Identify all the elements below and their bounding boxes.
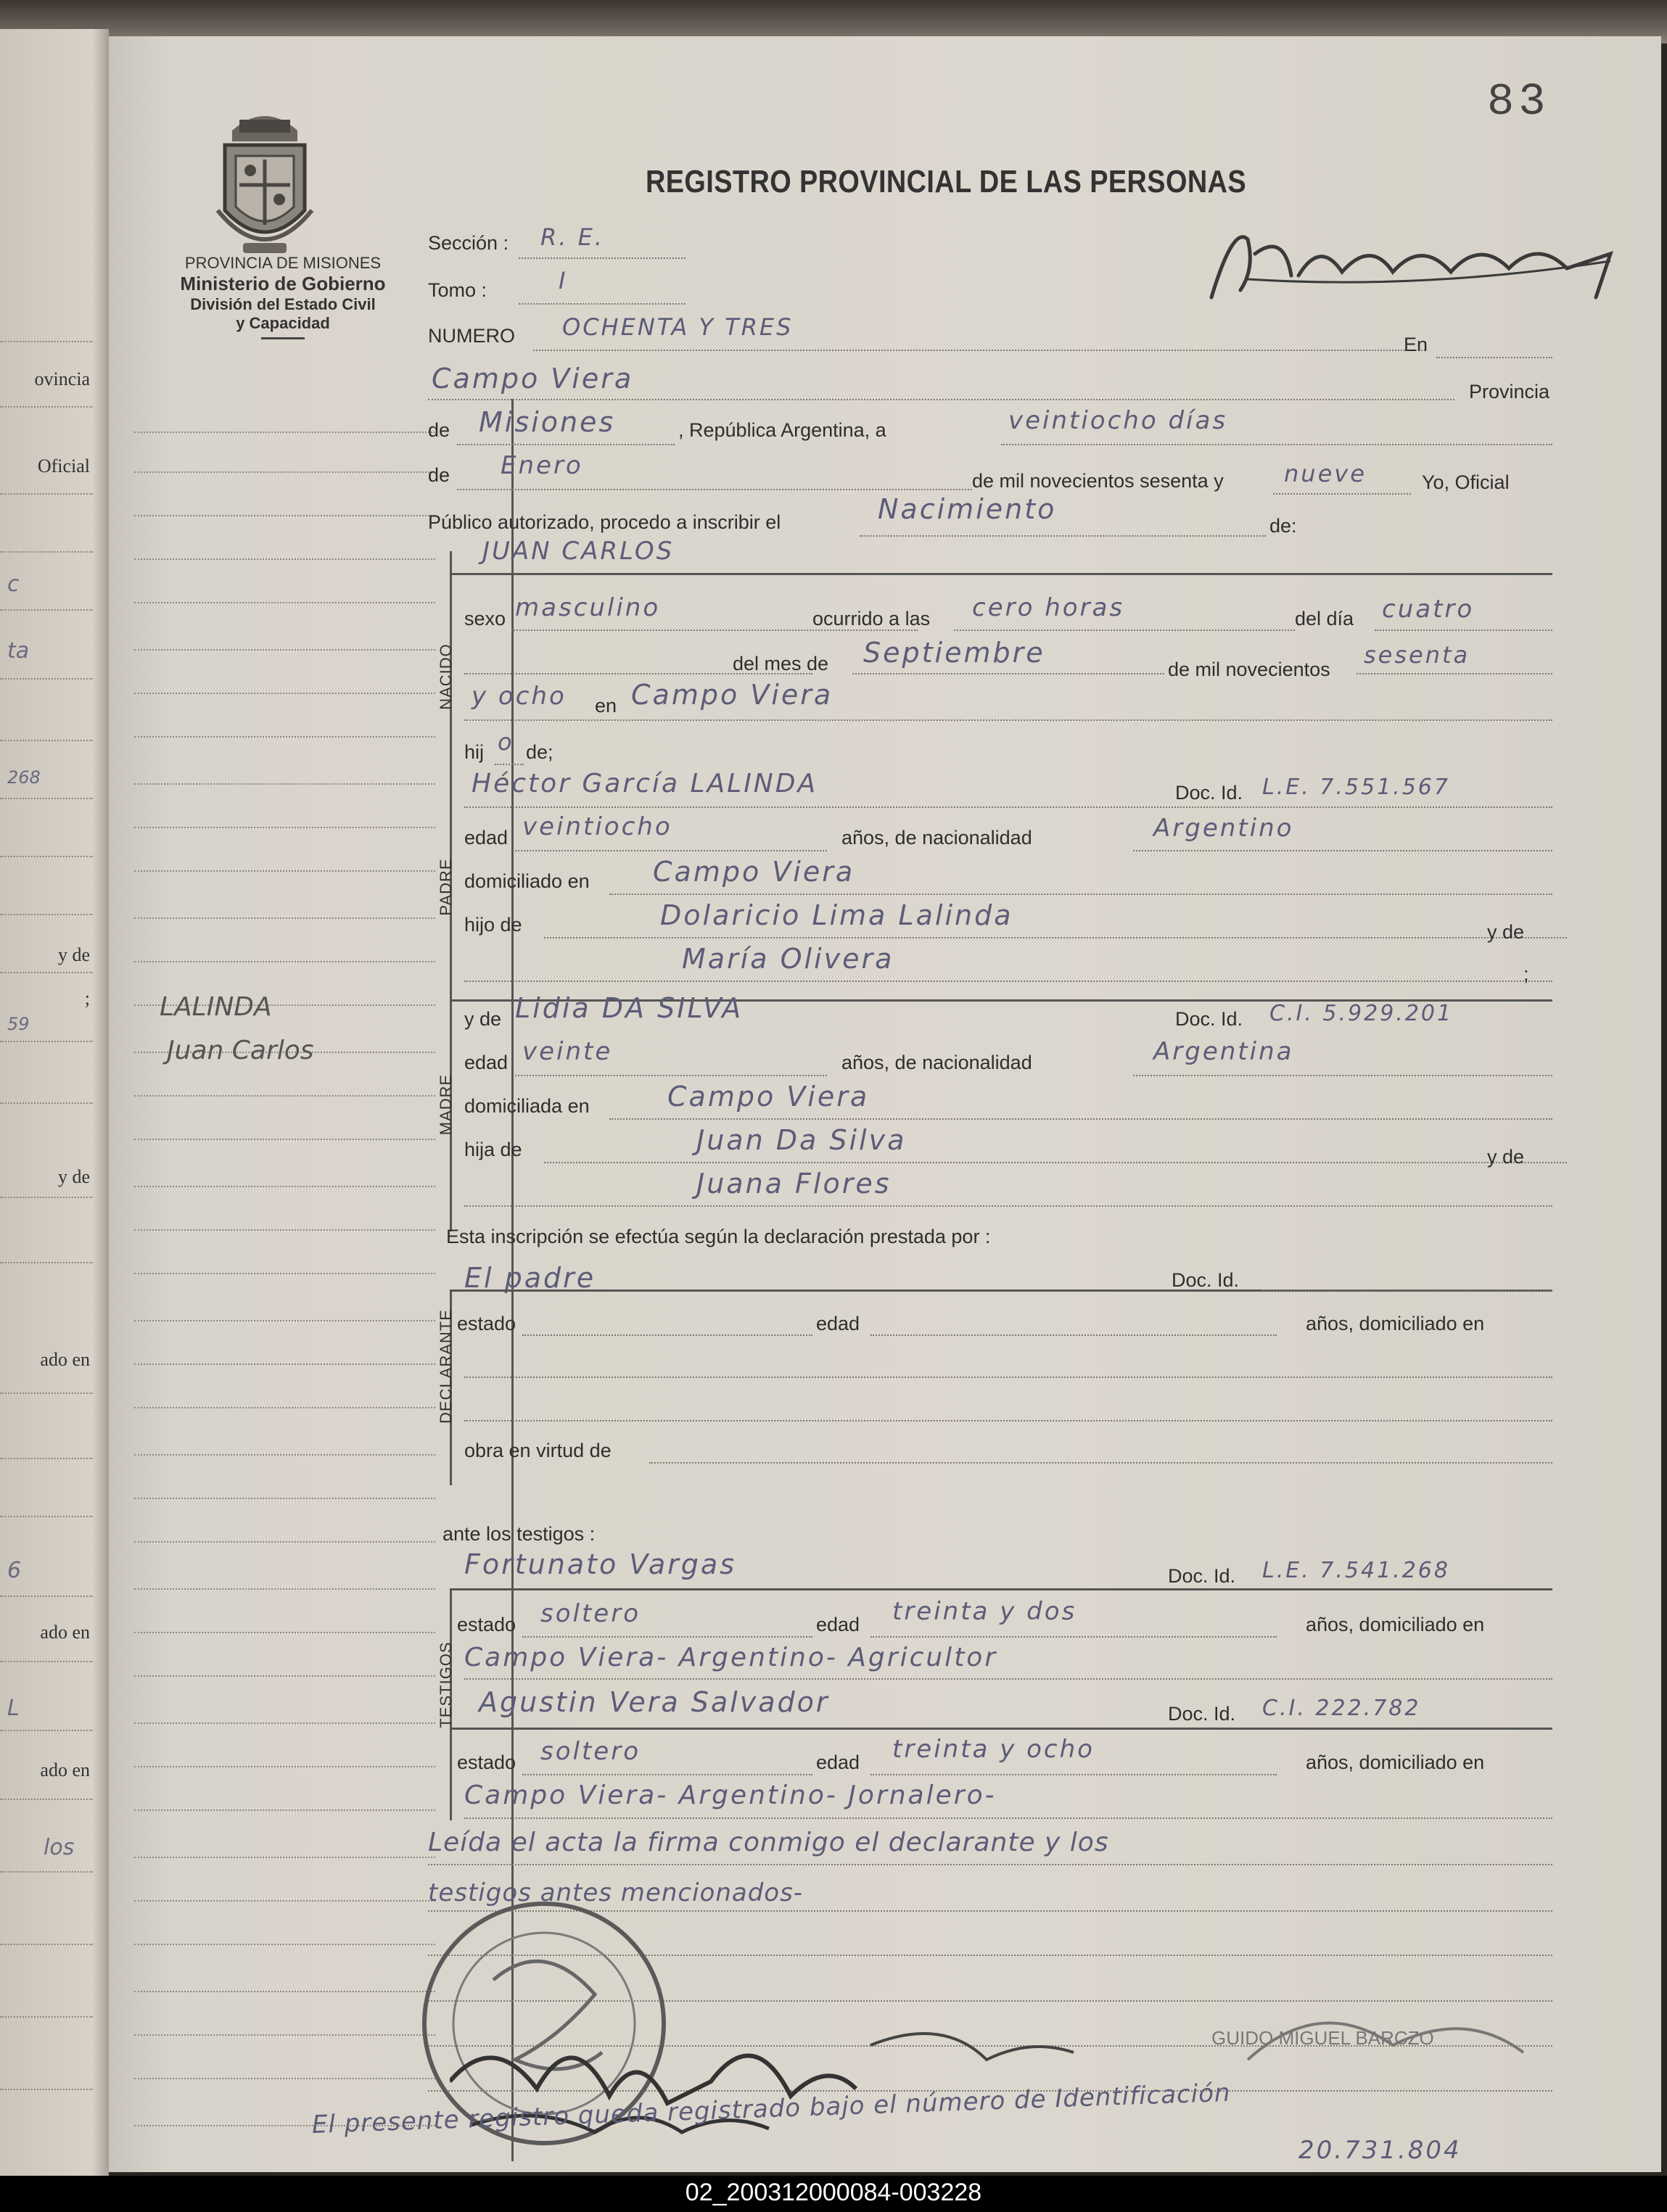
tipo-value: Nacimiento — [878, 493, 1057, 525]
margin-surname: LALINDA — [160, 992, 272, 1022]
republica-label: , República Argentina, a — [678, 419, 886, 441]
t1-anos-label: años, domiciliado en — [1306, 1614, 1485, 1635]
lugar-nac-value: Campo Viera — [631, 679, 834, 711]
t1-estado-label: estado — [457, 1614, 516, 1635]
madre-dom-label: domiciliada en — [464, 1095, 590, 1117]
t2-doc-value: C.I. 222.782 — [1262, 1696, 1421, 1721]
declarante-estado-label: estado — [457, 1313, 516, 1334]
section-padre: PADRE — [437, 858, 455, 916]
madre-nac-value: Argentina — [1153, 1037, 1294, 1066]
t2-edad-label: edad — [816, 1751, 860, 1773]
hora-value: cero horas — [972, 593, 1125, 622]
t2-edad-value: treinta y ocho — [892, 1735, 1095, 1764]
madre-nac-label: años, de nacionalidad — [841, 1052, 1032, 1073]
anio-value: sesenta — [1364, 641, 1470, 669]
publico-label: Público autorizado, procedo a inscribir el — [428, 511, 781, 533]
t2-estado-value: soltero — [540, 1737, 641, 1766]
padre-madre-value: María Olivera — [682, 943, 894, 975]
seccion-value: R. E. — [540, 223, 604, 251]
cierre-line-1: Leída el acta la firma conmigo el declarante y los — [428, 1828, 1109, 1857]
t1-doc-label: Doc. Id. — [1168, 1565, 1236, 1587]
left-label: ado en — [40, 1759, 90, 1780]
left-label: ovincia — [34, 368, 90, 389]
nombre-value: JUAN CARLOS — [482, 537, 675, 566]
lugar-value: Campo Viera — [432, 363, 634, 395]
t1-nombre-value: Fortunato Vargas — [464, 1548, 736, 1580]
testigos-label: ante los testigos : — [443, 1523, 596, 1545]
provincia-value: Misiones — [479, 406, 616, 438]
left-label: ado en — [40, 1622, 90, 1643]
nota-number: 20.731.804 — [1298, 2136, 1462, 2165]
declarante-value: El padre — [464, 1262, 596, 1294]
padre-edad-value: veintiocho — [522, 812, 672, 841]
padre-nombre-value: Héctor García LALINDA — [472, 769, 818, 798]
section-declarante: DECLARANTE — [437, 1309, 455, 1424]
left-hand: 268 — [7, 767, 41, 788]
declarante-edad-label: edad — [816, 1313, 860, 1334]
padre-nac-label: años, de nacionalidad — [841, 827, 1032, 849]
left-hand: 6 — [7, 1558, 22, 1583]
padre-edad-label: edad — [464, 827, 509, 849]
division-name: División del Estado Civil — [190, 295, 376, 313]
madre-nombre-value: Lidia DA SILVA — [515, 992, 744, 1024]
anio-cont-value: y ocho — [472, 682, 567, 711]
numero-label: NUMERO — [428, 325, 515, 347]
page-number: 83 — [1487, 76, 1550, 128]
madre-y-de-label-2: y de — [1487, 1146, 1525, 1168]
hij-label: hij — [464, 741, 485, 763]
provincia-label: Provincia — [1469, 381, 1550, 403]
left-hand: L — [7, 1696, 20, 1721]
de-label-2: de — [428, 464, 450, 486]
section-testigos: TESTIGOS — [437, 1641, 455, 1728]
de-label: de — [428, 419, 450, 441]
nota-text: El presente registro queda registrado bajo el número de Identificación — [311, 2078, 1232, 2139]
padre-semicolon: ; — [1523, 963, 1529, 985]
del-dia-label: del día — [1295, 608, 1354, 630]
image-id-caption: 02_200312000084-003228 — [685, 2179, 982, 2206]
seccion-label: Sección : — [428, 232, 509, 254]
padre-dom-value: Campo Viera — [653, 856, 855, 888]
agency-block — [131, 254, 435, 339]
padre-y-de-label: y de — [1487, 921, 1525, 943]
birth-certificate-page — [109, 36, 1661, 2172]
sexo-value: masculino — [515, 593, 661, 622]
t1-edad-value: treinta y dos — [892, 1597, 1077, 1626]
t2-nombre-value: Agustin Vera Salvador — [479, 1686, 830, 1718]
ocurrido-label: ocurrido a las — [812, 608, 931, 630]
t1-estado-value: soltero — [540, 1599, 641, 1628]
t1-doc-value: L.E. 7.541.268 — [1262, 1558, 1450, 1583]
padre-dom-label: domiciliado en — [464, 870, 590, 892]
madre-edad-value: veinte — [522, 1037, 613, 1066]
sexo-label: sexo — [464, 608, 506, 630]
left-hand: ta — [7, 638, 30, 664]
mil-novecientos-label: de mil novecientos — [1168, 659, 1330, 680]
yo-oficial-label: Yo, Oficial — [1422, 471, 1510, 493]
padre-doc-label: Doc. Id. — [1175, 782, 1243, 804]
madre-madre-value: Juana Flores — [696, 1168, 892, 1200]
tomo-value: I — [559, 267, 568, 294]
t1-dom-value: Campo Viera- Argentino- Agricultor — [464, 1643, 998, 1672]
section-nacido: NACIDO — [437, 643, 455, 710]
coat-of-arms-icon — [210, 102, 319, 261]
section-madre: MADRE — [437, 1073, 455, 1136]
tomo-label: Tomo : — [428, 279, 487, 301]
obra-label: obra en virtud de — [464, 1440, 612, 1461]
ministry-name: Ministerio de Gobierno — [180, 273, 386, 294]
t1-edad-label: edad — [816, 1614, 860, 1635]
left-hand: los — [44, 1835, 75, 1860]
signatures — [450, 1936, 1667, 2183]
left-label: y de — [57, 1166, 90, 1187]
padre-nac-value: Argentino — [1153, 814, 1294, 843]
madre-doc-label: Doc. Id. — [1175, 1008, 1243, 1030]
dia-acta-value: veintiocho días — [1008, 406, 1228, 435]
division-name-cont: y Capacidad — [236, 314, 330, 332]
cierre-line-2: testigos antes mencionados- — [428, 1878, 804, 1907]
left-label: Oficial — [37, 455, 90, 476]
madre-y-de-label: y de — [464, 1008, 502, 1030]
province-name: PROVINCIA DE MISIONES — [184, 254, 382, 272]
page-title: REGISTRO PROVINCIAL DE LAS PERSONAS — [646, 164, 1247, 199]
madre-edad-label: edad — [464, 1052, 509, 1073]
en-label: En — [1404, 334, 1428, 355]
de-colon-label: de: — [1269, 515, 1297, 537]
t2-anos-label: años, domiciliado en — [1306, 1751, 1485, 1773]
madre-padre-value: Juan Da Silva — [696, 1124, 907, 1156]
seal-name: GUIDO MIGUEL BARCZO — [1211, 2027, 1434, 2049]
left-label: ado en — [40, 1349, 90, 1370]
rectificada-annotation — [1204, 210, 1632, 319]
mes-acta-value: Enero — [501, 451, 583, 480]
anio-acta-value: nueve — [1284, 460, 1367, 487]
madre-hija-de-label: hija de — [464, 1139, 522, 1160]
madre-dom-value: Campo Viera — [667, 1081, 870, 1113]
t2-doc-label: Doc. Id. — [1168, 1703, 1236, 1725]
mil-sesenta-label: de mil novecientos sesenta y — [972, 470, 1224, 492]
left-label: ; — [84, 988, 90, 1009]
padre-doc-value: L.E. 7.551.567 — [1262, 775, 1450, 800]
left-label: y de — [57, 944, 90, 965]
declarante-doc-label: Doc. Id. — [1172, 1269, 1240, 1291]
previous-page — [0, 29, 109, 2176]
numero-value: OCHENTA Y TRES — [562, 313, 794, 341]
dia-value: cuatro — [1382, 595, 1475, 624]
de-semicolon-label: de; — [526, 741, 553, 763]
del-mes-label: del mes de — [733, 653, 829, 674]
hijo-value: o — [498, 728, 514, 756]
left-hand: c — [7, 571, 20, 597]
declarante-anos-label: años, domiciliado en — [1306, 1313, 1485, 1334]
t2-estado-label: estado — [457, 1751, 516, 1773]
padre-hijo-de-label: hijo de — [464, 914, 522, 936]
mes-value: Septiembre — [863, 637, 1045, 669]
padre-hijo-de-value: Dolaricio Lima Lalinda — [660, 899, 1013, 931]
t2-dom-value: Campo Viera- Argentino- Jornalero- — [464, 1780, 997, 1810]
en-lc-label: en — [595, 695, 617, 717]
margin-given-names: Juan Carlos — [167, 1036, 314, 1065]
inscripcion-label: Esta inscripción se efectúa según la declaración prestada por : — [446, 1226, 991, 1247]
madre-doc-value: C.I. 5.929.201 — [1269, 1001, 1454, 1026]
left-hand: 59 — [7, 1014, 30, 1034]
